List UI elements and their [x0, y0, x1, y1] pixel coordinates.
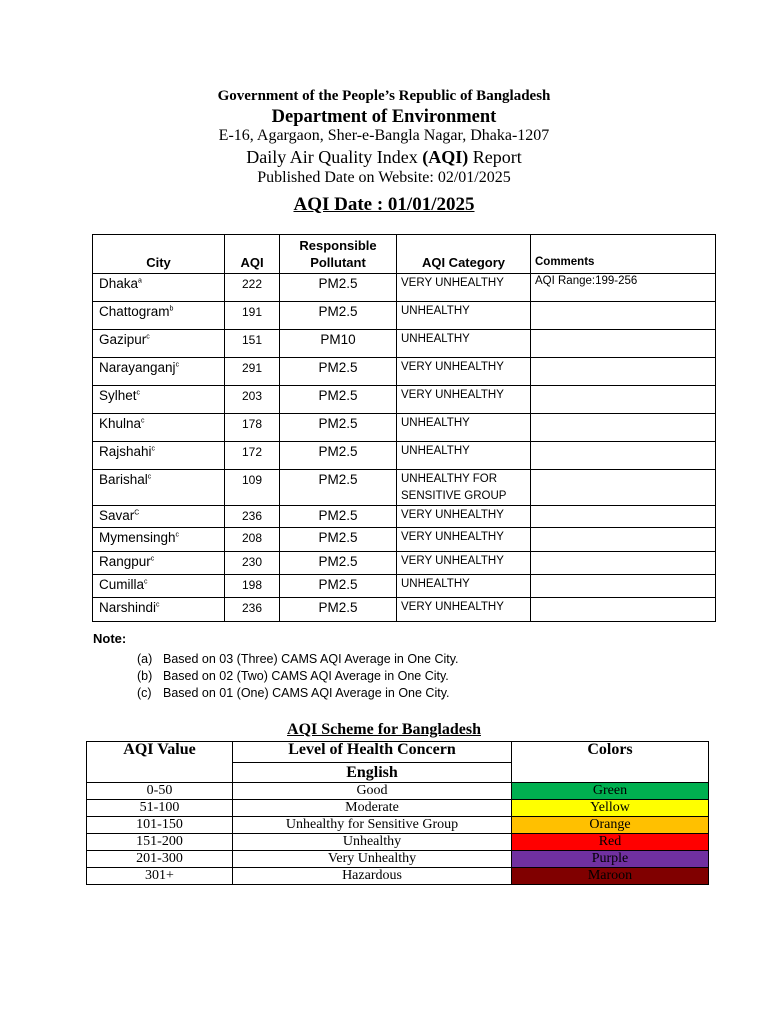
- city-footnote-marker: C: [134, 509, 140, 517]
- report-title-aqi: (AQI): [422, 147, 469, 167]
- table-row: [93, 358, 716, 386]
- city-footnote-marker: c: [175, 361, 180, 369]
- category-cell: VERY UNHEALTHY: [397, 528, 531, 552]
- city-name: Savar: [99, 508, 135, 523]
- city-cell: [93, 330, 225, 358]
- comment-cell: [531, 330, 716, 358]
- aqi-value-cell: 230: [225, 552, 280, 575]
- aqi-value-cell: 291: [225, 358, 280, 386]
- pollutant-cell: PM2.5: [280, 552, 397, 575]
- scheme-table-body: [87, 783, 709, 885]
- category-cell: VERY UNHEALTHY: [397, 274, 531, 302]
- aqi-value-cell: 191: [225, 302, 280, 330]
- scheme-range-cell: 0-50: [87, 783, 233, 800]
- scheme-range-cell: 201-300: [87, 851, 233, 868]
- note-item: [137, 685, 459, 702]
- aqi-value-cell: 236: [225, 598, 280, 622]
- category-cell: UNHEALTHY: [397, 575, 531, 598]
- pollutant-cell: PM2.5: [280, 506, 397, 528]
- pollutant-cell: PM2.5: [280, 386, 397, 414]
- comment-cell: [531, 302, 716, 330]
- aqi-value-cell: 236: [225, 506, 280, 528]
- city-name: Rangpur: [99, 554, 151, 569]
- header-pollutant: Responsible Pollutant: [280, 235, 397, 274]
- note-text: Based on 03 (Three) CAMS AQI Average in One City.: [163, 652, 459, 666]
- city-footnote-marker: c: [144, 578, 148, 586]
- city-footnote-marker: c: [146, 333, 150, 341]
- pollutant-cell: PM10: [280, 330, 397, 358]
- city-footnote-marker: c: [141, 417, 145, 425]
- table-row: [93, 274, 716, 302]
- aqi-value-cell: 178: [225, 414, 280, 442]
- city-cell: [93, 598, 225, 622]
- category-cell: UNHEALTHY: [397, 330, 531, 358]
- comment-cell: [531, 552, 716, 575]
- report-title-suffix: Report: [468, 147, 522, 167]
- table-row: [93, 506, 716, 528]
- scheme-color-swatch: Green: [512, 783, 709, 800]
- city-name: Khulna: [99, 416, 142, 431]
- city-name: Cumilla: [99, 577, 145, 592]
- city-name: Sylhet: [99, 388, 137, 403]
- aqi-value-cell: 198: [225, 575, 280, 598]
- scheme-color-swatch: Red: [512, 834, 709, 851]
- scheme-row: [87, 868, 709, 885]
- comment-cell: [531, 442, 716, 470]
- department-address: E-16, Agargaon, Sher-e-Bangla Nagar, Dhaka-1207: [218, 127, 550, 144]
- scheme-level-cell: Hazardous: [233, 868, 512, 885]
- notes-list: [137, 651, 459, 702]
- city-cell: [93, 552, 225, 575]
- scheme-color-swatch: Purple: [512, 851, 709, 868]
- note-item: [137, 668, 459, 685]
- city-cell: [93, 302, 225, 330]
- pollutant-cell: PM2.5: [280, 470, 397, 506]
- scheme-header-value: AQI Value: [87, 742, 233, 783]
- aqi-date: AQI Date : 01/01/2025: [293, 194, 475, 215]
- header-comments: Comments: [531, 235, 716, 274]
- scheme-row: [87, 817, 709, 834]
- category-cell: VERY UNHEALTHY: [397, 598, 531, 622]
- table-row: [93, 552, 716, 575]
- city-name: Chattogram: [99, 304, 170, 319]
- table-row: [93, 330, 716, 358]
- city-name: Narshindi: [99, 600, 157, 615]
- scheme-color-swatch: Maroon: [512, 868, 709, 885]
- aqi-value-cell: 208: [225, 528, 280, 552]
- category-cell: UNHEALTHY: [397, 414, 531, 442]
- scheme-title: AQI Scheme for Bangladesh: [287, 721, 481, 738]
- city-footnote-marker: c: [151, 445, 156, 453]
- scheme-range-cell: 301+: [87, 868, 233, 885]
- scheme-row: [87, 851, 709, 868]
- aqi-value-cell: 151: [225, 330, 280, 358]
- scheme-range-cell: 151-200: [87, 834, 233, 851]
- scheme-header-english: English: [233, 763, 512, 783]
- scheme-header-concern: Level of Health Concern: [233, 742, 512, 763]
- city-cell: [93, 575, 225, 598]
- comment-cell: [531, 506, 716, 528]
- scheme-color-swatch: Orange: [512, 817, 709, 834]
- comment-cell: [531, 575, 716, 598]
- pollutant-cell: PM2.5: [280, 575, 397, 598]
- comment-cell: [531, 358, 716, 386]
- scheme-level-cell: Unhealthy: [233, 834, 512, 851]
- scheme-row: [87, 800, 709, 817]
- city-cell: [93, 358, 225, 386]
- comment-cell: [531, 386, 716, 414]
- note-text: Based on 02 (Two) CAMS AQI Average in One City.: [163, 669, 449, 683]
- pollutant-cell: PM2.5: [280, 274, 397, 302]
- note-item: [137, 651, 459, 668]
- city-cell: [93, 442, 225, 470]
- report-title: [0, 147, 768, 168]
- scheme-level-cell: Moderate: [233, 800, 512, 817]
- city-name: Rajshahi: [99, 444, 152, 459]
- category-cell: UNHEALTHY: [397, 302, 531, 330]
- comment-cell: [531, 414, 716, 442]
- city-footnote-marker: c: [150, 555, 155, 563]
- header-category: AQI Category: [397, 235, 531, 274]
- header-city: City: [93, 235, 225, 274]
- scheme-range-cell: 51-100: [87, 800, 233, 817]
- city-cell: [93, 386, 225, 414]
- comment-cell: [531, 470, 716, 506]
- scheme-level-cell: Unhealthy for Sensitive Group: [233, 817, 512, 834]
- note-label: (a): [137, 652, 153, 666]
- scheme-level-cell: Very Unhealthy: [233, 851, 512, 868]
- pollutant-cell: PM2.5: [280, 442, 397, 470]
- city-footnote-marker: b: [169, 305, 174, 313]
- published-date: Published Date on Website: 02/01/2025: [257, 169, 511, 186]
- city-cell: [93, 274, 225, 302]
- comment-cell: AQI Range:199-256: [531, 274, 716, 302]
- city-name: Gazipur: [99, 332, 147, 347]
- category-cell: UNHEALTHY FOR SENSITIVE GROUP: [397, 470, 531, 506]
- aqi-value-cell: 203: [225, 386, 280, 414]
- note-label: (c): [137, 686, 152, 700]
- comment-cell: [531, 528, 716, 552]
- city-footnote-marker: c: [136, 389, 141, 397]
- city-cell: [93, 414, 225, 442]
- table-row: [93, 528, 716, 552]
- city-name: Barishal: [99, 472, 148, 487]
- scheme-color-swatch: Yellow: [512, 800, 709, 817]
- category-cell: VERY UNHEALTHY: [397, 552, 531, 575]
- aqi-value-cell: 109: [225, 470, 280, 506]
- header-aqi: AQI: [225, 235, 280, 274]
- city-name: Narayanganj: [99, 360, 176, 375]
- city-name: Mymensingh: [99, 530, 176, 545]
- city-cell: [93, 470, 225, 506]
- pollutant-cell: PM2.5: [280, 302, 397, 330]
- note-title: Note:: [93, 631, 127, 646]
- pollutant-cell: PM2.5: [280, 358, 397, 386]
- city-cell: [93, 528, 225, 552]
- scheme-row: [87, 783, 709, 800]
- note-text: Based on 01 (One) CAMS AQI Average in One City.: [163, 686, 450, 700]
- department-title: Department of Environment: [271, 107, 497, 127]
- pollutant-cell: PM2.5: [280, 414, 397, 442]
- city-footnote-marker: c: [175, 531, 180, 539]
- city-name: Dhaka: [99, 276, 139, 291]
- category-cell: UNHEALTHY: [397, 442, 531, 470]
- scheme-row: [87, 834, 709, 851]
- scheme-header-colors: Colors: [512, 742, 709, 783]
- pollutant-cell: PM2.5: [280, 528, 397, 552]
- report-title-prefix: Daily Air Quality Index: [246, 147, 423, 167]
- table-row: [93, 575, 716, 598]
- table-row: [93, 414, 716, 442]
- city-cell: [93, 506, 225, 528]
- pollutant-cell: PM2.5: [280, 598, 397, 622]
- category-cell: VERY UNHEALTHY: [397, 506, 531, 528]
- category-cell: VERY UNHEALTHY: [397, 358, 531, 386]
- scheme-level-cell: Good: [233, 783, 512, 800]
- table-row: [93, 386, 716, 414]
- table-row: [93, 470, 716, 506]
- city-footnote-marker: a: [138, 277, 142, 285]
- scheme-range-cell: 101-150: [87, 817, 233, 834]
- city-footnote-marker: c: [147, 473, 152, 481]
- note-label: (b): [137, 669, 153, 683]
- aqi-scheme-table: [86, 741, 709, 885]
- comment-cell: [531, 598, 716, 622]
- aqi-table: [92, 234, 716, 622]
- aqi-table-body: [93, 274, 716, 622]
- table-row: [93, 302, 716, 330]
- category-cell: VERY UNHEALTHY: [397, 386, 531, 414]
- table-row: [93, 598, 716, 622]
- aqi-value-cell: 172: [225, 442, 280, 470]
- government-title: Government of the People’s Republic of Bangladesh: [217, 88, 551, 104]
- table-row: [93, 442, 716, 470]
- aqi-value-cell: 222: [225, 274, 280, 302]
- city-footnote-marker: c: [156, 601, 160, 609]
